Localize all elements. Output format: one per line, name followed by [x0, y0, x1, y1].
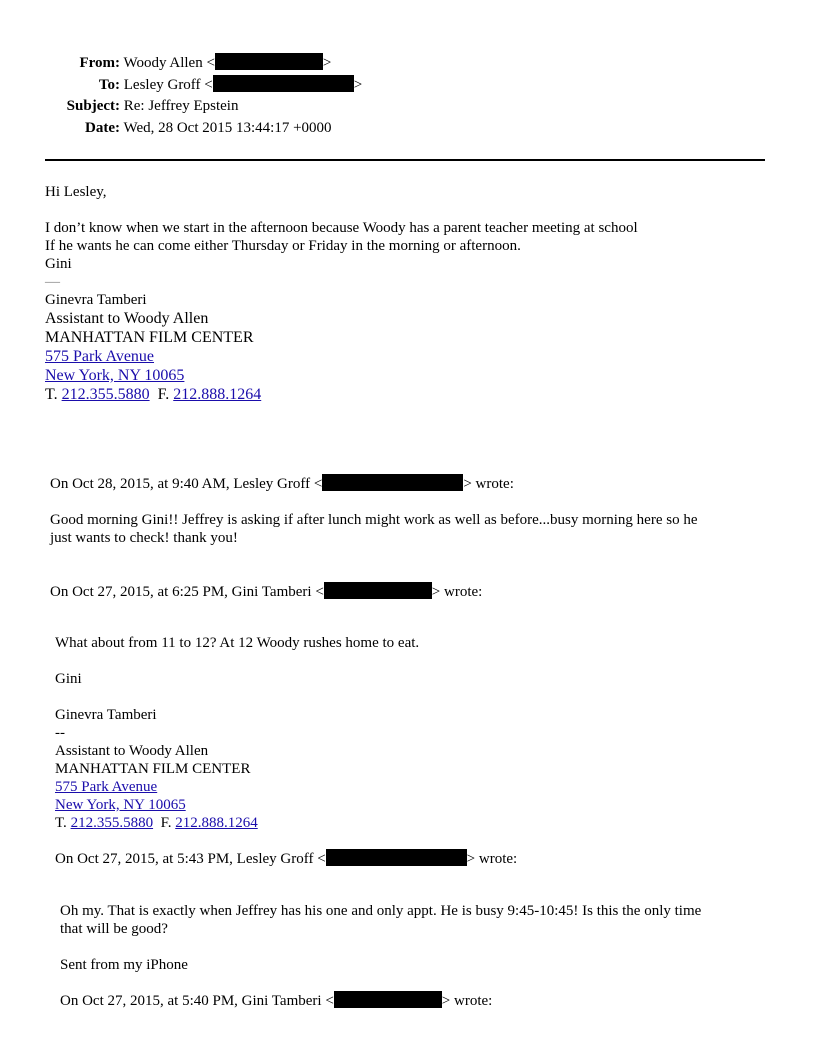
- signature-name: Ginevra Tamberi: [45, 292, 147, 308]
- redacted-email: [215, 53, 323, 70]
- subject-label: Subject:: [66, 98, 120, 114]
- sent-from-line: Sent from my iPhone: [60, 957, 188, 973]
- date-label: Date:: [85, 120, 120, 136]
- quote-body-line: Good morning Gini!! Jeffrey is asking if after lunch might work as well as before...busy morning here so he: [50, 512, 698, 528]
- quote-intro-text: On Oct 27, 2015, at 5:40 PM, Gini Tamberi <: [60, 993, 334, 1009]
- from-close: >: [322, 55, 332, 71]
- quote-intro-wrote: > wrote:: [466, 851, 518, 867]
- from-label: From:: [79, 55, 120, 71]
- to-close: >: [353, 77, 363, 93]
- address-link[interactable]: New York, NY 10065: [45, 367, 185, 384]
- greeting: Hi Lesley,: [45, 184, 107, 200]
- date-text: Wed, 28 Oct 2015 13:44:17 +0000: [123, 120, 332, 136]
- phone-label: T.: [55, 815, 67, 831]
- signoff: Gini: [55, 671, 82, 687]
- fax-label: F.: [160, 815, 172, 831]
- header-date: [0, 119, 332, 137]
- redacted-email: [334, 991, 442, 1008]
- signature-dashes: --: [55, 725, 65, 741]
- signature-title: Assistant to Woody Allen: [45, 310, 209, 327]
- redacted-email: [324, 582, 432, 599]
- to-label: To:: [98, 77, 120, 93]
- fax-link[interactable]: 212.888.1264: [173, 386, 262, 403]
- address-link[interactable]: 575 Park Avenue: [55, 779, 158, 795]
- quote-intro-wrote: > wrote:: [441, 993, 493, 1009]
- quote-intro-text: On Oct 28, 2015, at 9:40 AM, Lesley Groff <: [50, 476, 323, 492]
- header-from: [0, 53, 331, 72]
- header-to: [0, 75, 362, 94]
- quote-body-line: just wants to check! thank you!: [50, 530, 238, 546]
- quote-intro: [50, 474, 514, 493]
- signature-phone-line: [55, 814, 258, 832]
- fax-label: F.: [157, 386, 170, 403]
- signature-company: MANHATTAN FILM CENTER: [45, 329, 254, 346]
- subject-text: Re: Jeffrey Epstein: [123, 98, 239, 114]
- address-link[interactable]: 575 Park Avenue: [45, 348, 155, 365]
- signoff: Gini: [45, 256, 72, 272]
- signature-title: Assistant to Woody Allen: [55, 743, 209, 759]
- signature-phone-line: [45, 385, 261, 404]
- quote-body-line: that will be good?: [60, 921, 168, 937]
- phone-link[interactable]: 212.355.5880: [70, 815, 154, 831]
- quote-intro-text: On Oct 27, 2015, at 6:25 PM, Gini Tamberi <: [50, 584, 324, 600]
- from-name: Woody Allen <: [123, 55, 215, 71]
- address-link[interactable]: New York, NY 10065: [55, 797, 186, 813]
- quote-body-line: Oh my. That is exactly when Jeffrey has his one and only appt. He is busy 9:45-10:45! Is this the only time: [60, 903, 702, 919]
- quote-intro: [55, 849, 517, 868]
- header-divider: [45, 159, 765, 161]
- message-line: If he wants he can come either Thursday or Friday in the morning or afternoon.: [45, 238, 521, 254]
- redacted-email: [213, 75, 354, 92]
- quote-intro: [60, 991, 492, 1010]
- quote-intro-wrote: > wrote:: [463, 476, 514, 492]
- message-line: I don’t know when we start in the afternoon because Woody has a parent teacher meeting at school: [45, 220, 638, 236]
- phone-label: T.: [45, 386, 58, 403]
- signature-dash: —: [45, 274, 60, 290]
- quote-intro-text: On Oct 27, 2015, at 5:43 PM, Lesley Groff <: [55, 851, 326, 867]
- fax-link[interactable]: 212.888.1264: [175, 815, 258, 831]
- phone-link[interactable]: 212.355.5880: [61, 386, 150, 403]
- quote-intro: [50, 582, 482, 601]
- quote-body-line: What about from 11 to 12? At 12 Woody rushes home to eat.: [55, 635, 420, 651]
- to-name: Lesley Groff <: [123, 77, 213, 93]
- signature-company: MANHATTAN FILM CENTER: [55, 761, 251, 777]
- redacted-email: [322, 474, 463, 491]
- redacted-email: [326, 849, 467, 866]
- signature-name: Ginevra Tamberi: [55, 707, 157, 723]
- header-subject: [0, 97, 238, 115]
- quote-intro-wrote: > wrote:: [431, 584, 483, 600]
